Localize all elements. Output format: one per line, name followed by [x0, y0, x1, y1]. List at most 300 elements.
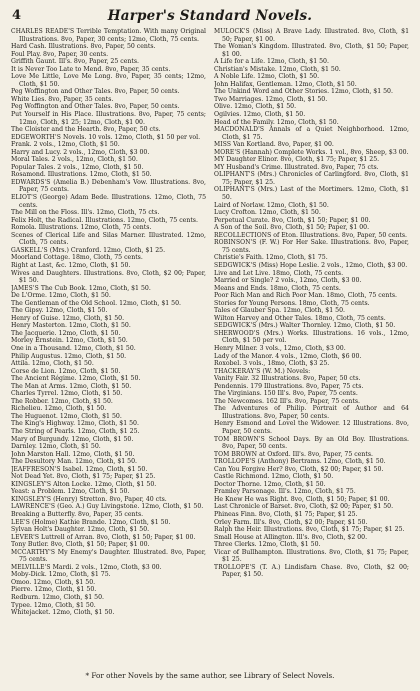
catalog-entry	[11, 466, 206, 474]
entry-text: Typee. 12mo, Cloth, $1 50.	[11, 601, 96, 609]
catalog-entry	[214, 300, 409, 308]
entry-text: (George) Adam Bede. Illustrations. 12mo, Cloth, 75 cents.	[19, 194, 206, 209]
entry-text: John Halifax, Gentleman. 12mo, Cloth, $1 50.	[214, 80, 357, 88]
catalog-entry	[11, 368, 206, 376]
entry-text: (Hannah) Complete Works. 1 vol., 8vo, Sheep, $3 00.	[242, 148, 409, 156]
entry-text: Isabel. 12mo, Cloth, $1 50.	[62, 465, 148, 473]
entry-text: A Life for a Life. 12mo, Cloth, $1 50.	[214, 58, 329, 66]
entry-author: LAWRENCE'S	[11, 503, 56, 511]
catalog-entry	[214, 322, 409, 330]
catalog-entry	[214, 141, 409, 149]
catalog-entry	[11, 549, 206, 564]
catalog-entry	[214, 224, 409, 232]
catalog-entry	[214, 262, 409, 270]
catalog-entry	[214, 330, 409, 345]
catalog-entry	[11, 51, 206, 59]
entry-text: The Ancient Régime. 12mo, Cloth, $1 50.	[11, 375, 141, 383]
entry-text: Annals of a Quiet Neighborhood. 12mo, Cloth, $1 75.	[222, 126, 409, 141]
catalog-entry	[11, 428, 206, 436]
catalog-entry	[214, 398, 409, 406]
entry-text: Christian's Mistake. 12mo, Cloth, $1 50.	[214, 65, 341, 73]
entry-text: Peg Woffington and Other Tales. 8vo, Paper, 50 cents.	[11, 103, 180, 111]
entry-author: TOM BROWN	[214, 450, 258, 458]
catalog-entry	[214, 473, 409, 481]
catalog-entry	[214, 360, 409, 368]
catalog-entry	[11, 534, 206, 542]
catalog-entry	[214, 126, 409, 141]
entry-text: White Lies. 8vo, Paper, 35 cents.	[11, 95, 114, 103]
entry-text: Wives and Daughters. Illustrations. 8vo, Cloth, $2 00; Paper, $1 50.	[11, 269, 206, 285]
catalog-entry	[11, 171, 206, 179]
entry-text: Peg Woffington and Other Tales. 8vo, Paper, 50 cents.	[11, 88, 180, 96]
entry-author: MY	[214, 163, 225, 171]
entry-author: MY	[214, 156, 225, 164]
entry-text: Henry Milner. 3 vols., 12mo, Cloth, $3 00.	[214, 344, 346, 352]
catalog-entry	[214, 405, 409, 420]
entry-text: Frank. 2 vols., 12mo, Cloth, $1 50.	[11, 141, 120, 149]
entry-text: De L'Orme. 12mo, Cloth, $1 50.	[11, 292, 111, 300]
catalog-entry	[11, 73, 206, 88]
entry-text: Castle Richmond. 12mo, Cloth, $1 50.	[214, 473, 334, 481]
catalog-entry	[214, 292, 409, 300]
entry-text: Daughter Elinor. 8vo, Cloth, $1 75; Paper, $1 25.	[226, 156, 380, 164]
catalog-entry	[214, 111, 409, 119]
catalog-entry	[11, 594, 206, 602]
entry-author: EDGEWORTH'S	[11, 133, 61, 141]
entry-text: Married or Single? 2 vols., 12mo, Cloth, $3 00.	[214, 277, 362, 285]
catalog-entry	[214, 171, 409, 186]
catalog-entry	[11, 254, 206, 262]
entry-text: (Holme) Kathie Brande. 12mo, Cloth, $1 50.	[31, 518, 171, 526]
entry-text: Olive. 12mo, Cloth, $1 50.	[214, 103, 297, 111]
catalog-entry	[214, 451, 409, 459]
entry-text: Tony Butler. 8vo, Cloth, $1 50; Paper, $1 00.	[11, 541, 150, 549]
entry-text: Sylvan Holt's Daughter. 12mo, Cloth, $1 50.	[11, 526, 150, 534]
entry-text: Omoo. 12mo, Cloth, $1 50.	[11, 578, 96, 586]
catalog-entry	[11, 149, 206, 157]
catalog-entry	[214, 164, 409, 172]
catalog-entry	[11, 88, 206, 96]
catalog-entry	[11, 511, 206, 519]
catalog-entry	[11, 262, 206, 270]
entry-text: Live and Let Live. 18mo, Cloth, 75 cents.	[214, 269, 344, 277]
catalog-entry	[11, 496, 206, 504]
catalog-entry	[11, 247, 206, 255]
entry-text: (Mrs.) Last of the Mortimers. 12mo, Cloth, $1 50.	[222, 186, 409, 202]
entry-text: Christie's Faith. 12mo, Cloth, $1 75.	[214, 254, 328, 262]
entry-text: Alton Locke. 12mo, Cloth, $1 50.	[53, 480, 157, 488]
catalog-entry	[214, 119, 409, 127]
catalog-entry	[214, 534, 409, 542]
entry-text: The Cub Book. 12mo, Cloth, $1 50.	[40, 284, 151, 292]
entry-text: The Desultory Man. 12mo, Cloth, $1 50.	[11, 458, 138, 466]
catalog-entry	[214, 81, 409, 89]
catalog-entry	[214, 526, 409, 534]
entry-text: Breaking a Butterfly. 8vo, Paper, 35 cents.	[11, 511, 144, 518]
catalog-entry	[11, 390, 206, 398]
entry-author: MELVILLE'S	[11, 563, 51, 571]
catalog-entry	[11, 353, 206, 361]
catalog-entry	[11, 156, 206, 164]
entry-text: Richelieu. 12mo, Cloth, $1 50.	[11, 405, 107, 413]
catalog-entry	[11, 337, 206, 345]
entry-author: JEAFFRESON'S	[11, 465, 61, 473]
entry-author: ELIOT'S	[11, 194, 38, 202]
catalog-entry	[11, 360, 206, 368]
catalog-entry	[11, 586, 206, 594]
catalog-entry	[11, 307, 206, 315]
entry-text: Mary of Burgundy. 12mo, Cloth, $1 50.	[11, 435, 134, 443]
catalog-entry	[214, 96, 409, 104]
entry-text: Doctor Thorne. 12mo, Cloth, $1 50.	[214, 480, 326, 488]
entry-text: Moral Tales. 2 vols., 12mo, Cloth, $1 50.	[11, 156, 138, 164]
catalog-entry	[11, 103, 206, 111]
catalog-entry	[214, 488, 409, 496]
catalog-entry	[11, 315, 206, 323]
entry-text: Phineas Finn. 8vo, Cloth, $1 75; Paper, $1 25.	[214, 511, 358, 518]
catalog-entry	[11, 458, 206, 466]
page-header	[10, 8, 410, 24]
entry-text: Husband's Crime. Illustrated. 8vo, Paper, 75 cts.	[226, 163, 379, 171]
catalog-entry	[11, 194, 206, 209]
catalog-entry	[11, 383, 206, 391]
entry-text: The Gipsy. 12mo, Cloth, $1 50.	[11, 307, 108, 315]
catalog-entry	[11, 436, 206, 444]
entry-text: Mardi. 2 vols., 12mo, Cloth, $3 00.	[52, 563, 162, 571]
entry-text: Luttrell of Arran. 8vo, Cloth, $1 50; Paper, $1 00.	[41, 533, 196, 541]
entry-author: LEVER'S	[11, 533, 40, 541]
entry-author: MORE'S	[214, 148, 241, 156]
entry-author: MULOCK'S	[214, 28, 250, 35]
entry-text: (Amelia B.) Debenham's Vow. Illustrations. 8vo, Paper, 75 cents.	[19, 178, 206, 194]
catalog-entry	[11, 96, 206, 104]
catalog-entry	[214, 156, 409, 164]
catalog-entry	[11, 224, 206, 232]
catalog-entry	[11, 217, 206, 225]
entry-author: ROBINSON'S	[214, 239, 257, 247]
catalog-entry	[11, 375, 206, 383]
entry-text: (F. W.) For Her Sake. Illustrations. 8vo, Paper, 75 cents.	[222, 239, 409, 254]
entry-text: (Geo. A.) Guy Livingstone. 12mo, Cloth, $1 50.	[57, 503, 204, 511]
entry-author: MCCARTHY'S	[11, 548, 56, 556]
catalog-entry	[11, 541, 206, 549]
catalog-entry	[214, 315, 409, 323]
catalog-entry	[11, 322, 206, 330]
entry-text: The Huguenot. 12mo, Cloth, $1 50.	[11, 412, 122, 420]
catalog-entry	[214, 66, 409, 74]
entry-text: School Days. By an Old Boy. Illustrations. 8vo, Paper, 50 cents.	[222, 435, 409, 451]
catalog-entry	[11, 564, 206, 572]
entry-text: He Knew He was Right. 8vo, Cloth, $1 50; Paper, $1 00.	[214, 495, 390, 503]
entry-author: SEDGWICK'S	[214, 261, 257, 269]
catalog-entry	[214, 458, 409, 466]
catalog-entry	[214, 88, 409, 96]
entry-text: The Cloister and the Hearth. 8vo, Paper, 50 cts.	[11, 126, 161, 134]
entry-author: CHARLES READE'S	[11, 28, 75, 35]
entry-text: Henry Masterton. 12mo, Cloth, $1 50.	[11, 322, 131, 330]
entry-author: TROLLOPE'S	[214, 563, 256, 571]
catalog-entry	[214, 564, 409, 579]
entry-text: (Miss) Hope Leslie. 2 vols., 12mo, Cloth, $3 00.	[258, 261, 408, 269]
entry-text: Lady of the Manor. 4 vols., 12mo, Cloth, $6 00.	[214, 352, 362, 360]
entry-text: Griffith Gaunt. Ill's. 8vo, Paper, 25 cents.	[11, 58, 140, 66]
catalog-entry	[214, 103, 409, 111]
entry-text: My Enemy's Daughter. Illustrated. 8vo, Paper, 75 cents.	[19, 548, 206, 564]
entry-text: Corse de Lion. 12mo, Cloth, $1 50.	[11, 367, 121, 375]
entry-text: (W. M.) Novels:	[262, 367, 311, 375]
catalog-entry	[11, 345, 206, 353]
catalog-entry	[214, 345, 409, 353]
entry-author: THACKERAY'S	[214, 367, 261, 375]
catalog-entry	[214, 375, 409, 383]
page-number: 4	[12, 8, 22, 23]
catalog-entry	[11, 179, 206, 194]
catalog-entry	[214, 519, 409, 527]
catalog-entry	[214, 481, 409, 489]
catalog-entry	[214, 503, 409, 511]
catalog-entry	[214, 307, 409, 315]
entry-author: OLIPHANT'S	[214, 186, 255, 194]
catalog-entry	[11, 66, 206, 74]
entry-author: GASKELL'S	[11, 246, 48, 254]
entry-text: The Robber. 12mo, Cloth, $1 50.	[11, 397, 113, 405]
catalog-entry	[11, 503, 206, 511]
entry-text: Laird of Norlaw. 12mo, Cloth, $1 50.	[214, 201, 329, 209]
entry-text: Head of the Family. 12mo, Cloth, $1 50.	[214, 118, 339, 126]
entry-author: SEDGWICK'S	[214, 322, 257, 330]
catalog-entry	[11, 609, 206, 617]
entry-text: John Marston Hall. 12mo, Cloth, $1 50.	[11, 450, 135, 458]
catalog-entry	[214, 149, 409, 157]
entry-text: Morley Ernstein. 12mo, Cloth, $1 50.	[11, 337, 128, 345]
entry-text: Yeast: a Problem. 12mo, Cloth, $1 50.	[11, 488, 130, 496]
right-column	[214, 28, 409, 666]
entry-text: The Man at Arms. 12mo, Cloth, $1 50.	[11, 382, 132, 390]
running-title: Harper's Standard Novels.	[107, 8, 313, 24]
entry-text: The Gentleman of the Old School. 12mo, Cloth, $1 50.	[11, 299, 182, 307]
entry-text: Wilton Harvey and Other Tales. 18mo, Cloth, 75 cents.	[214, 314, 386, 322]
entry-text: Darnley. 12mo, Cloth, $1 50.	[11, 443, 101, 451]
catalog-entry	[11, 526, 206, 534]
entry-text: Three Clerks. 12mo, Cloth, $1 50.	[214, 541, 321, 549]
entry-text: It is Never Too Late to Mend. 8vo, Paper, 35 cents.	[11, 65, 171, 73]
entry-text: Pendennis. 179 Illustrations. 8vo, Paper, 75 cts.	[214, 382, 364, 390]
catalog-entry	[214, 436, 409, 451]
catalog-entry	[11, 443, 206, 451]
entry-text: Foul Play. 8vo, Paper, 30 cents.	[11, 50, 109, 58]
catalog-entry	[11, 270, 206, 285]
entry-text: Poor Rich Man and Rich Poor Man. 18mo, Cloth, 75 cents.	[214, 292, 398, 300]
catalog-entry	[214, 239, 409, 254]
entry-author: LEE'S	[11, 518, 31, 526]
catalog-entry	[11, 473, 206, 481]
catalog-entry	[11, 420, 206, 428]
catalog-entry	[214, 28, 409, 43]
catalog-entry	[214, 541, 409, 549]
catalog-entry	[11, 164, 206, 172]
catalog-entry	[214, 209, 409, 217]
entry-text: (Mrs.) Walter Thornley. 12mo, Cloth, $1 50.	[258, 322, 396, 330]
catalog-entry	[11, 519, 206, 527]
entry-text: Ralph the Heir. Illustrations. 8vo, Cloth, $1 75; Paper, $1 25.	[214, 526, 405, 534]
entry-text: Lucy Crofton. 12mo, Cloth, $1 50.	[214, 209, 321, 217]
entry-text: The Mill on the Floss. Ill's. 12mo, Cloth, 75 cts.	[11, 209, 160, 217]
entry-text: Whitejacket. 12mo, Cloth, $1 50.	[11, 609, 115, 617]
catalog-entry	[214, 353, 409, 361]
entry-author: KINGSLEY'S	[11, 495, 52, 503]
entry-text: Tales of Glauber Spa. 12mo, Cloth, $1 50.	[214, 307, 345, 315]
catalog-entry	[11, 285, 206, 293]
catalog-entry	[214, 390, 409, 398]
footer-note: * For other Novels by the same author, see Library of Select Novels.	[85, 671, 335, 680]
catalog-entry	[11, 209, 206, 217]
catalog-entry	[214, 383, 409, 391]
entry-text: Right at Last, &c. 12mo, Cloth, $1 50.	[11, 261, 131, 269]
catalog-entry	[11, 300, 206, 308]
entry-author: SHERWOOD'S	[214, 329, 260, 337]
entry-text: A Son of the Soil. 8vo, Cloth, $1 50; Paper, $1 00.	[214, 224, 370, 232]
entry-text: Terrible Temptation. With many Original Illustrations. 8vo, Paper, 30 cents; 12mo, Cloth, 75 cents.	[19, 28, 206, 43]
catalog-entry	[11, 481, 206, 489]
catalog-entry	[11, 488, 206, 496]
catalog-entry	[11, 398, 206, 406]
entry-text: The Newcomes. 162 Ill's. 8vo, Paper, 75 cents.	[214, 397, 361, 405]
catalog-entry	[214, 511, 409, 519]
entry-text: Henry Esmond and Lovel the Widower. 12 Illustrations. 8vo, Paper, 50 cents.	[214, 420, 409, 435]
entry-text: Philip Augustus. 12mo, Cloth, $1 50.	[11, 352, 127, 360]
catalog-entry	[214, 217, 409, 225]
catalog-entry	[214, 549, 409, 564]
entry-text: The Virginians. 150 Ill's. 8vo, Paper, 75 cents.	[214, 390, 358, 398]
entry-text: (Henry) Stretton. 8vo, Paper, 40 cts.	[53, 495, 167, 503]
entry-text: Charles Tyrrel. 12mo, Cloth, $1 50.	[11, 390, 123, 398]
catalog-entry	[11, 451, 206, 459]
entry-text: Perpetual Curate. 8vo, Cloth, $1 50; Paper, $1 00.	[214, 216, 371, 224]
left-column	[11, 28, 206, 666]
catalog-entry	[11, 405, 206, 413]
catalog-entry	[214, 186, 409, 201]
entry-text: The String of Pearls. 12mo, Cloth, $1 25.	[11, 427, 140, 435]
entry-text: A Noble Life. 12mo, Cloth, $1 50.	[214, 73, 320, 81]
catalog-entry	[214, 496, 409, 504]
entry-text: The Woman's Kingdom. Illustrated. 8vo, Cloth, $1 50; Paper, $1 00.	[214, 43, 409, 58]
catalog-entry	[11, 58, 206, 66]
entry-text: (Mrs.) Chronicles of Carlingford. 8vo, Cloth, $1 75; Paper, $1 25.	[222, 171, 409, 186]
entry-text: Felix Holt, the Radical. Illustrations. 12mo, Cloth, 75 cents.	[11, 216, 198, 224]
catalog-entry	[11, 292, 206, 300]
catalog-entry	[214, 58, 409, 66]
entry-author: MACDONALD'S	[214, 126, 265, 134]
entry-text: Small House at Allington. Ill's. 8vo, Cloth, $2 00.	[214, 533, 368, 541]
entry-text: Redburn. 12mo, Cloth, $1 50.	[11, 594, 105, 602]
entry-author: TOM BROWN'S	[214, 435, 265, 443]
catalog-entry	[214, 277, 409, 285]
entry-text: Framley Parsonage. Ill's. 12mo, Cloth, $1 75.	[214, 488, 356, 496]
catalog-entry	[11, 232, 206, 247]
entry-text: The Unkind Word and Other Stories. 12mo, Cloth, $1 50.	[214, 88, 393, 96]
entry-text: Can You Forgive Her? 8vo, Cloth, $2 00; Paper, $1 50.	[214, 465, 384, 473]
entry-text: of Eton. Illustrations. 8vo, Paper, 50 cents.	[273, 231, 407, 239]
catalog-entry	[11, 111, 206, 126]
entry-text: (Mrs.) Cranford. 12mo, Cloth, $1 25.	[49, 246, 166, 254]
catalog-entry	[214, 420, 409, 435]
catalog-entry	[11, 579, 206, 587]
entry-text: (Mrs.) Works. Illustrations. 16 vols., 12mo, Cloth, $1 50 per vol.	[222, 329, 409, 345]
catalog-entry	[214, 43, 409, 58]
entry-text: Rosamond. Illustrations. 12mo, Cloth, $1 50.	[11, 171, 152, 179]
entry-text: Ogilvies. 12mo, Cloth, $1 50.	[214, 111, 306, 119]
catalog-columns	[11, 28, 409, 666]
catalog-entry	[214, 254, 409, 262]
entry-text: Two Marriages. 12mo, Cloth, $1 50.	[214, 95, 328, 103]
entry-text: The King's Highway. 12mo, Cloth, $1 50.	[11, 420, 139, 428]
catalog-entry	[11, 571, 206, 579]
entry-text: Moorland Cottage. 18mo, Cloth, 75 cents.	[11, 254, 143, 262]
entry-text: Vicar of Bullhampton. Illustrations. 8vo, Cloth, $1 75; Paper, $1 25.	[214, 548, 409, 564]
entry-text: Not Dead Yet. 8vo, Cloth, $1 75; Paper, $1 25.	[11, 473, 156, 481]
entry-author: KINGSLEY'S	[11, 480, 52, 488]
entry-text: at Oxford. Ill's. 8vo, Paper, 75 cents.	[259, 450, 373, 458]
entry-text: Last Chronicle of Barset. 8vo, Cloth, $2 00; Paper, $1 50.	[214, 503, 394, 511]
entry-text: The Jacquerie. 12mo, Cloth, $1 50.	[11, 329, 121, 337]
entry-text: Henry of Guise. 12mo, Cloth, $1 50.	[11, 314, 125, 322]
entry-author: TROLLOPE'S	[214, 458, 256, 466]
catalog-entry	[11, 134, 206, 142]
catalog-entry	[214, 232, 409, 240]
entry-text: Means and Ends. 18mo, Cloth, 75 cents.	[214, 284, 341, 292]
catalog-entry	[11, 43, 206, 51]
catalog-entry	[11, 126, 206, 134]
entry-text: Van Kortland. 8vo, Paper, $1 00.	[233, 141, 334, 149]
catalog-entry	[214, 202, 409, 210]
catalog-entry	[214, 73, 409, 81]
entry-text: (Miss) A Brave Lady. Illustrated. 8vo, Cloth, $1 50; Paper, $1 00.	[222, 28, 409, 43]
entry-author: MISS	[214, 141, 232, 149]
entry-text: Harry and Lucy. 2 vols., 12mo, Cloth, $3 00.	[11, 148, 150, 156]
entry-text: Put Yourself in His Place. Illustrations. 8vo, Paper, 75 cents; 12mo, Cloth, $1 25; 12mo, Cloth, $1 00.	[11, 111, 206, 126]
catalog-entry	[11, 28, 206, 43]
entry-text: The Adventures of Philip. Portrait of Author and 64 Illustrations. 8vo, Paper, 50 cents.	[214, 405, 409, 420]
catalog-entry	[214, 368, 409, 376]
entry-text: Roxobel. 3 vols., 18mo, Cloth, $3 25.	[214, 360, 330, 368]
entry-text: Stories for Young Persons. 18mo, Cloth, 75 cents.	[214, 299, 370, 307]
entry-text: Hard Cash. Illustrations. 8vo, Paper, 50 cents.	[11, 43, 156, 51]
entry-author: OLIPHANT'S	[214, 171, 255, 179]
catalog-entry	[11, 602, 206, 610]
entry-text: Orley Farm. Ill's. 8vo, Cloth, $2 00; Paper, $1 50.	[214, 518, 368, 526]
entry-text: Romola. Illustrations. 12mo, Cloth, 75 cents.	[11, 224, 152, 232]
entry-author: JAMES'S	[11, 284, 39, 292]
entry-text: (Anthony) Bertrams. 12mo, Cloth, $1 50.	[257, 458, 386, 466]
catalog-entry	[214, 285, 409, 293]
entry-text: Moby-Dick. 12mo, Cloth, $1 75.	[11, 571, 111, 579]
entry-text: Scenes of Clerical Life and Silas Marner. Illustrated. 12mo, Cloth, 75 cents.	[11, 231, 206, 247]
entry-author: RECOLLECTIONS	[214, 231, 272, 239]
entry-text: Pierre. 12mo, Cloth, $1 50.	[11, 586, 97, 594]
entry-text: Vanity Fair. 32 Illustrations. 8vo, Paper, 50 cts.	[214, 375, 361, 383]
entry-text: Novels. 10 vols. 12mo, Cloth, $1 50 per vol.	[62, 133, 201, 141]
entry-text: One in a Thousand. 12mo, Cloth, $1 50.	[11, 344, 136, 352]
entry-text: Love Me Little, Love Me Long. 8vo, Paper, 35 cents; 12mo, Cloth, $1 50.	[11, 73, 206, 88]
entry-text: Popular Tales. 2 vols., 12mo, Cloth, $1 50.	[11, 163, 144, 171]
entry-text: (T. A.) Lindisfarn Chase. 8vo, Cloth, $2 00; Paper, $1 50.	[222, 563, 409, 579]
catalog-entry	[214, 270, 409, 278]
entry-text: Attila. 12mo, Cloth, $1 50.	[11, 360, 94, 368]
catalog-entry	[11, 141, 206, 149]
catalog-entry	[214, 466, 409, 474]
catalog-entry	[11, 413, 206, 421]
entry-author: EDWARDS'S	[11, 178, 51, 186]
